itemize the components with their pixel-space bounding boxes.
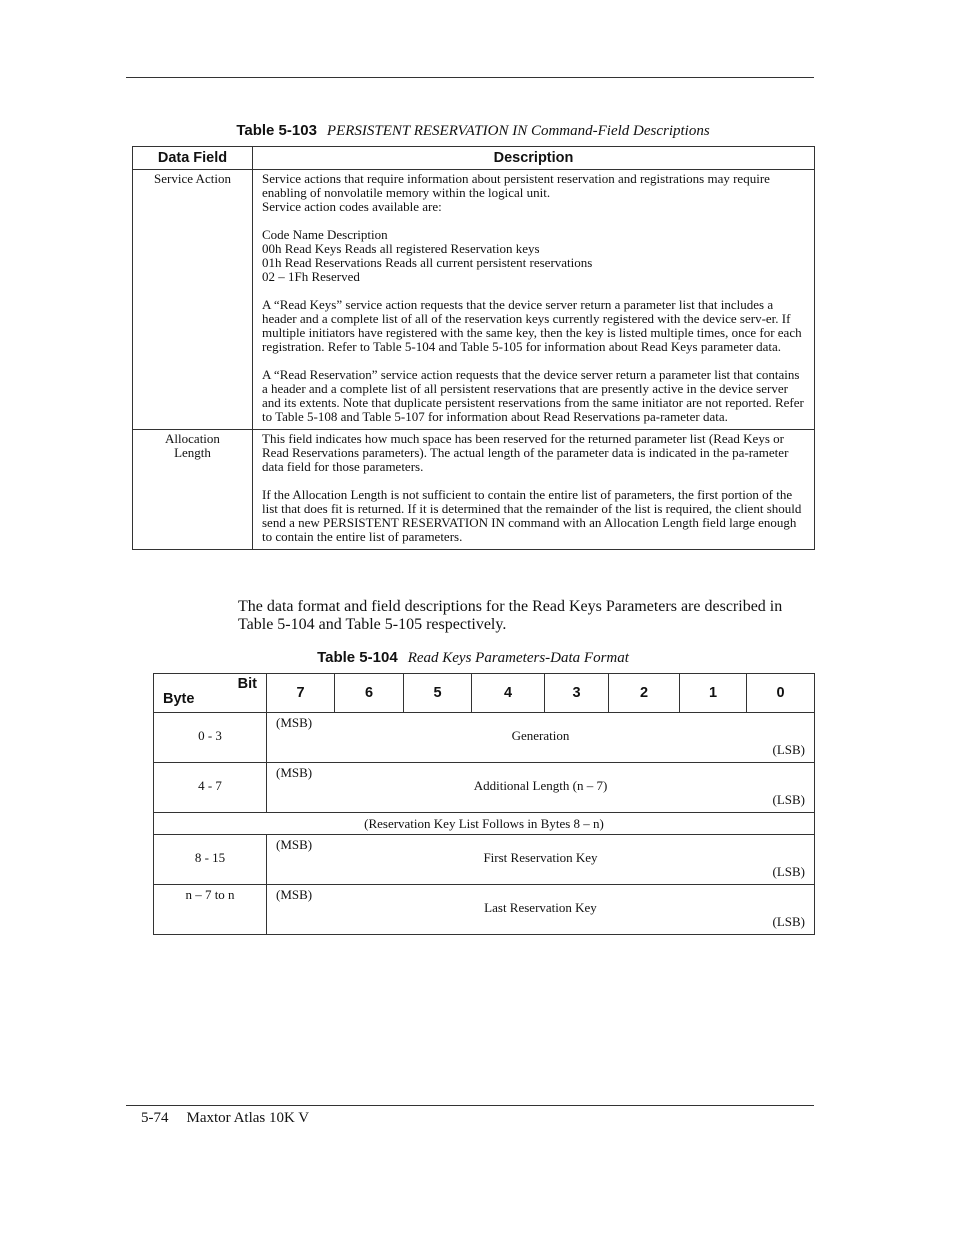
field-content: First Reservation Key: [483, 850, 598, 865]
table-header-row: [133, 147, 815, 170]
description-cell: [253, 170, 815, 430]
header-rule: [126, 77, 814, 78]
description-paragraph: If the Allocation Length is not sufficient to contain the entire list of parameters, the first portion of the list that does fit is returned. If it is determined that the remainder of the list is required, the client should send a new PERSISTENT RESERVATION IN command with an Allocation Length field large enough to contain the entire list of parameters.: [262, 487, 802, 544]
field-name-cell: Service Action: [133, 170, 253, 430]
table-5-103-caption: [133, 122, 813, 140]
body-paragraph: The data format and field descriptions for the Read Keys Parameters are described in Table 5-104 and Table 5-105 respectively.: [238, 598, 783, 633]
bit-header: 1: [680, 674, 747, 713]
byte-range-cell: [154, 713, 267, 763]
table-5-104-caption: [133, 649, 813, 667]
bit-header: 7: [267, 674, 335, 713]
table-note-row: [154, 813, 815, 835]
msb-label: (MSB): [276, 765, 313, 780]
table-number: Table 5-104: [317, 649, 398, 666]
description-cell: [253, 430, 815, 550]
description-paragraph: A “Read Keys” service action requests that the device server return a parameter list that includes a header and a complete list of all of the reservation keys currently registered with the device serv-er. If multiple initiators have registered with the same key, then the key is listed multiple times, once for each registration. Refer to Table 5-104 and Table 5-105 for information about Read Keys parameter data.: [262, 297, 802, 354]
column-header-description: Description: [253, 147, 815, 170]
lsb-label: (LSB): [772, 792, 805, 807]
msb-label: (MSB): [276, 887, 313, 902]
byte-range-cell: [154, 885, 267, 935]
field-cell: [267, 835, 815, 885]
bit-header: 6: [335, 674, 404, 713]
field-content: Additional Length (n – 7): [473, 778, 608, 793]
lsb-label: (LSB): [772, 914, 805, 929]
service-action-code-list: Code Name Description 00h Read Keys Reads all registered Reservation keys 01h Read Reservations Reads all current persistent reservations 02 – 1Fh Reserved: [262, 227, 593, 284]
byte-range: 8 - 15: [194, 850, 226, 865]
reservation-key-list-note: (Reservation Key List Follows in Bytes 8 – n): [154, 813, 815, 835]
table-row: [154, 763, 815, 813]
table-row: [154, 835, 815, 885]
description-paragraph: This field indicates how much space has been reserved for the returned parameter list (Read Keys or Read Reservations parameters). The actual length of the parameter data is indicated in the pa-rameter data field for those parameters.: [262, 431, 789, 474]
byte-range-cell: [154, 835, 267, 885]
table-row: [154, 885, 815, 935]
field-cell: [267, 885, 815, 935]
lsb-label: (LSB): [772, 864, 805, 879]
bit-header: 4: [472, 674, 545, 713]
table-row: [154, 713, 815, 763]
field-name-cell: Allocation Length: [133, 430, 253, 550]
bit-header-row: [154, 674, 815, 713]
product-name: Maxtor Atlas 10K V: [186, 1110, 310, 1126]
bit-byte-corner-cell: [154, 674, 267, 713]
byte-range: n – 7 to n: [185, 887, 235, 902]
byte-range: 4 - 7: [198, 778, 222, 793]
table-title: PERSISTENT RESERVATION IN Command-Field Descriptions: [326, 123, 710, 139]
field-content: Last Reservation Key: [484, 900, 597, 915]
table-title: Read Keys Parameters-Data Format: [407, 650, 629, 666]
msb-label: (MSB): [276, 837, 313, 852]
msb-label: (MSB): [276, 715, 313, 730]
column-header-data-field: Data Field: [133, 147, 253, 170]
table-row: [133, 170, 815, 430]
byte-range-cell: [154, 763, 267, 813]
field-content: Generation: [511, 728, 570, 743]
table-row: [133, 430, 815, 550]
bit-header: 0: [747, 674, 815, 713]
page-number: 5-74: [141, 1110, 169, 1126]
description-paragraph: Service actions that require information about persistent reservation and registrations may require enabling of nonvolatile memory within the logical unit. Service action codes available are:: [262, 171, 770, 214]
table-number: Table 5-103: [236, 122, 317, 139]
read-keys-parameters-table: [153, 673, 815, 935]
field-cell: [267, 763, 815, 813]
bit-label: Bit: [237, 676, 257, 692]
bit-header: 5: [404, 674, 472, 713]
byte-label: Byte: [163, 691, 195, 707]
footer-rule: [126, 1105, 814, 1106]
description-paragraph: A “Read Reservation” service action requests that the device server return a parameter list that contains a header and a complete list of all persistent reservations that are presently active in the device server and its extents. Note that duplicate persistent reservations from the same initiator are not reported. Refer to Table 5-108 and Table 5-107 for information about Read Reservations pa-rameter data.: [262, 367, 804, 424]
lsb-label: (LSB): [772, 742, 805, 757]
byte-range: 0 - 3: [198, 728, 222, 743]
field-cell: [267, 713, 815, 763]
bit-header: 2: [609, 674, 680, 713]
page-footer: [141, 1110, 309, 1127]
command-field-descriptions-table: [132, 146, 815, 550]
bit-header: 3: [545, 674, 609, 713]
